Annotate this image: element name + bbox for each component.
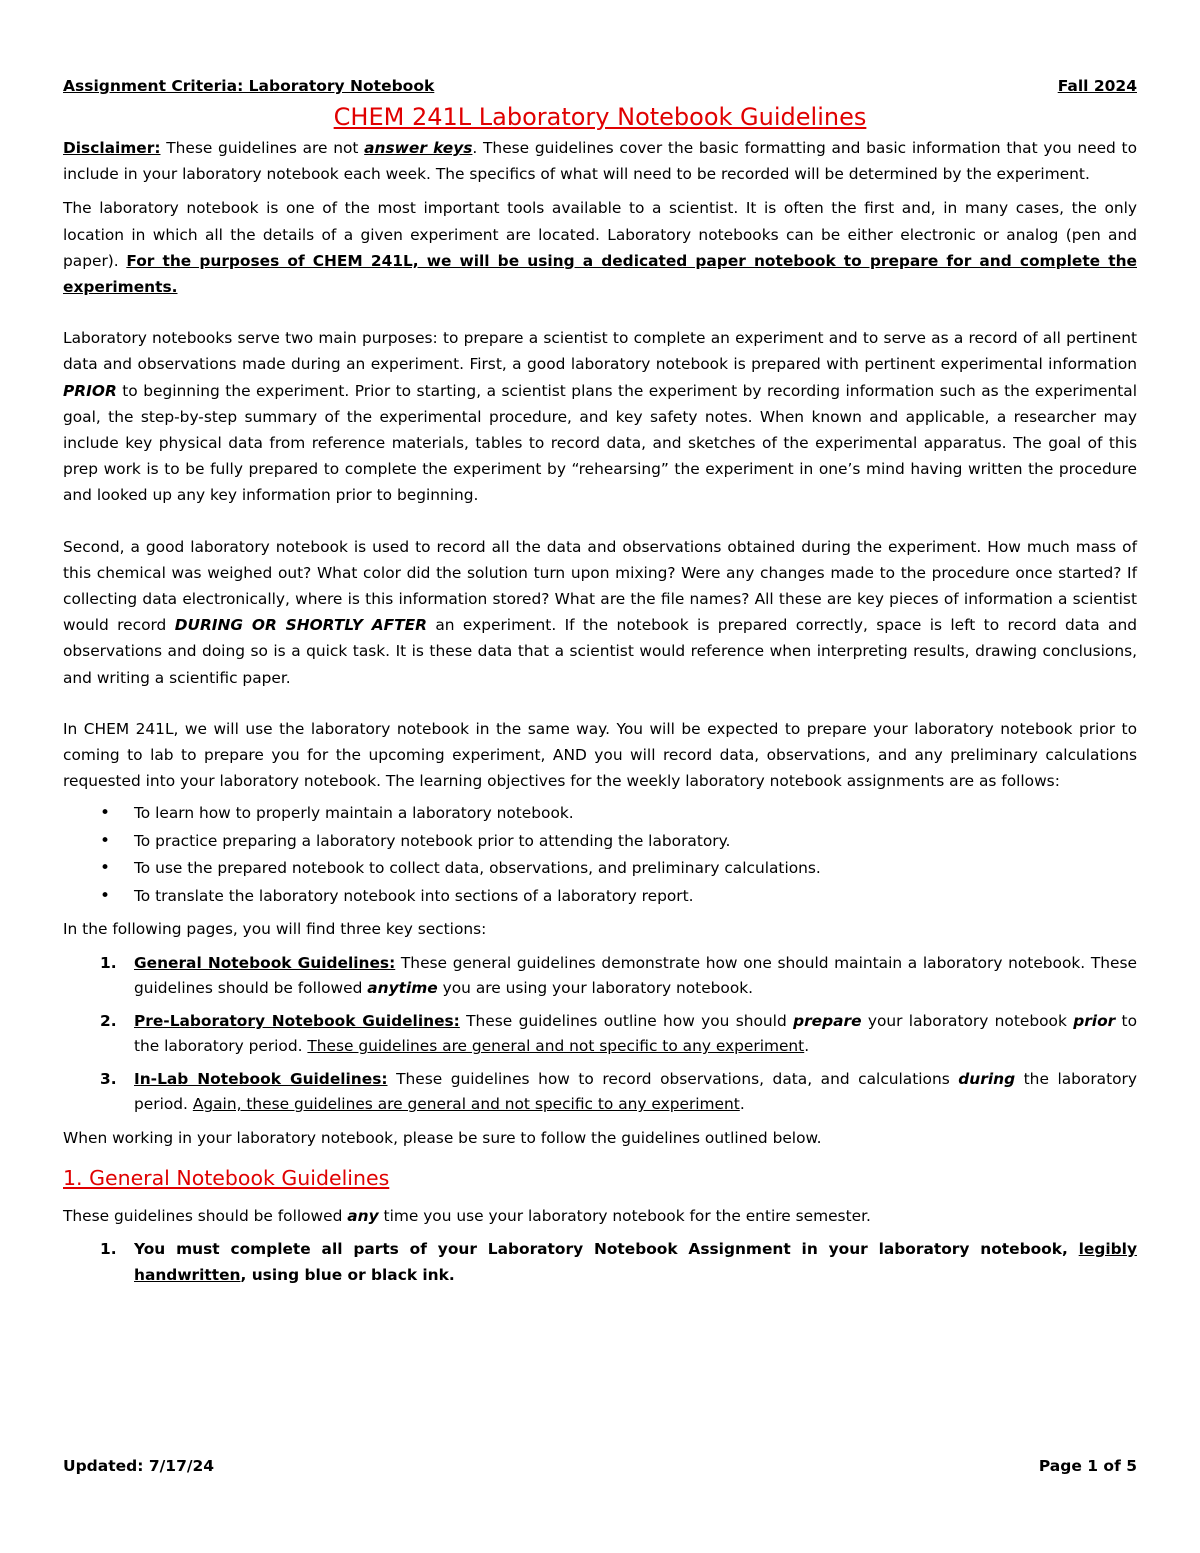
guidelines-list [63,1237,1137,1288]
purposes-paragraph: Laboratory notebooks serve two main purposes: to prepare a scientist to complete an experiment and to serve as a record of all pertinent data and observations made during an experiment. First, a good laboratory notebook is prepared with pertinent experimental information PRIOR to beginning the experiment. Prior to starting, a scientist plans the experiment by recording information such as the experimental goal, the step-by-step summary of the experimental procedure, and key safety notes. When known and applicable, a researcher may include key physical data from reference materials, tables to record data, and sketches of the experimental apparatus. The goal of this prep work is to be fully prepared to complete the experiment by “rehearsing” the experiment in one’s mind having written the procedure and looked up any key information prior to beginning. [63,329,1137,505]
course-usage-paragraph: In CHEM 241L, we will use the laboratory notebook in the same way. You will be expected to prepare your laboratory notebook prior to coming to lab to prepare you for the upcoming experiment, AND you will record data, observations, and any preliminary calculations requested into your laboratory notebook. The learning objectives for the weekly laboratory notebook assignments are as follows: [63,719,1137,791]
list-item: 2. Pre-Laboratory Notebook Guidelines: These guidelines outline how you should prepare your laboratory notebook prior to the laboratory period. These guidelines are general and not specific to any experiment. [100,1011,1138,1056]
list-item: • To use the prepared notebook to collect data, observations, and preliminary calculations. [63,855,1137,883]
disclaimer-label: Disclaimer: [63,139,161,157]
page-number: Page 1 of 5 [1038,1457,1137,1475]
sections-intro: In the following pages, you will find three key sections: [63,920,487,939]
section-heading: 1. General Notebook Guidelines [63,1165,390,1190]
list-item: 1. You must complete all parts of your Laboratory Notebook Assignment in your laboratory notebook, legibly handwritten, using blue or black ink. [100,1240,1137,1284]
list-item: 3. In-Lab Notebook Guidelines: These guidelines how to record observations, data, and calculations during the laboratory period. Again, these guidelines are general and not specific to any experiment. [100,1069,1137,1114]
answer-keys-emphasis: answer keys [364,139,473,157]
list-item: • To translate the laboratory notebook into sections of a laboratory report. [63,883,1137,911]
list-item: • To learn how to properly maintain a laboratory notebook. [63,800,1137,828]
list-item: 1. General Notebook Guidelines: These general guidelines demonstrate how one should maintain a laboratory notebook. These guidelines should be followed anytime you are using your laboratory notebook. [100,953,1137,998]
document-page [63,72,1137,1295]
objectives-list [63,800,1137,910]
recording-paragraph: Second, a good laboratory notebook is used to record all the data and observations obtained during the experiment. How much mass of this chemical was weighed out? What color did the solution turn upon mixing? Were any changes made to the procedure once started? If collecting data electronically, where is this information stored? What are the file names? All these are key pieces of information a scientist would record DURING OR SHORTLY AFTER an experiment. If the notebook is prepared correctly, space is left to record data and observations and doing so is a quick task. It is these data that a scientist would reference when interpreting results, drawing conclusions, and writing a scientific paper. [63,537,1137,687]
section-intro: These guidelines should be followed any time you use your laboratory notebook for the entire semester. [63,1206,871,1225]
list-item: • To practice preparing a laboratory notebook prior to attending the laboratory. [63,828,1137,856]
updated-date: Updated: 7/17/24 [63,1457,215,1475]
page-title: CHEM 241L Laboratory Notebook Guidelines [333,103,867,131]
disclaimer-paragraph: Disclaimer: These guidelines are not answer keys. These guidelines cover the basic formatting and basic information that you need to include in your laboratory notebook each week. The specifics of what will need to be recorded will be determined by the experiment. [63,139,1137,184]
header-left: Assignment Criteria: Laboratory Notebook [63,77,435,95]
header-right: Fall 2024 [1057,77,1137,95]
running-header [63,72,1137,100]
page-footer [63,1457,1137,1475]
intro-paragraph: The laboratory notebook is one of the most important tools available to a scientist. It is often the first and, in many cases, the only location in which all the details of a given experiment are located. Laboratory notebooks can be either electronic or analog (pen and paper). For the purposes of CHEM 241L, we will be using a dedicated paper notebook to prepare for and complete the experiments. [63,199,1137,297]
paper-notebook-statement: For the purposes of CHEM 241L, we will be using a dedicated paper notebook to prepare for and complete the experiments. [63,251,1137,297]
sections-list [63,951,1137,1118]
closing-sentence: When working in your laboratory notebook, please be sure to follow the guidelines outlined below. [63,1128,822,1147]
